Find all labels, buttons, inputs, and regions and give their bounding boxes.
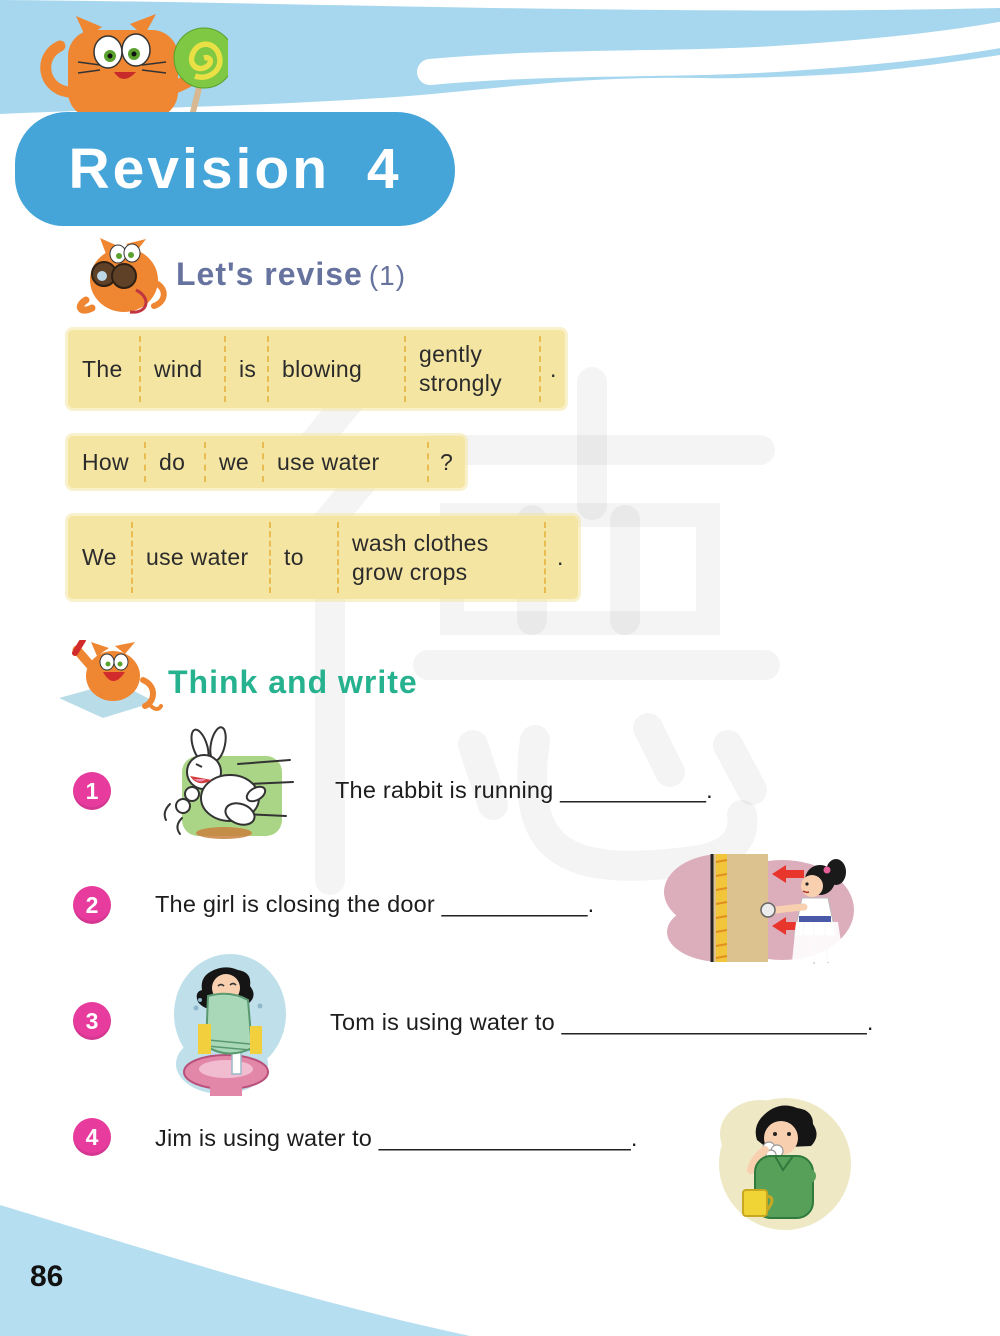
exercise-1-sentence: The rabbit is running ___________. [335,777,713,803]
word-strip-1 [68,330,565,408]
word-cell: is [225,330,268,408]
page-number: 86 [30,1260,64,1293]
exercise-3-number: 3 [73,1002,111,1040]
exercise-1-number: 1 [73,772,111,810]
word-cell: The [82,355,123,382]
word-cell: wind [140,330,225,408]
word-cell: blowing [268,330,405,408]
word-cell-punctuation: . [545,516,578,599]
cat-binoculars-icon [72,236,172,318]
boy-brushing-teeth-illustration [705,1090,857,1238]
word-cell: use water [132,516,270,599]
section-heading-think-and-write [168,664,418,701]
exercise-3-sentence: Tom is using water to _______________________. [330,1009,874,1035]
exercise-4-number: 4 [73,1118,111,1156]
boy-washing-face-illustration [170,952,292,1097]
running-rabbit-illustration [152,726,295,846]
word-cell: we [205,436,263,488]
word-cell: do [145,436,205,488]
exercise-4-sentence: Jim is using water to ___________________. [155,1125,638,1151]
word-cell-choice: gently strongly [405,330,540,408]
word-cell: to [270,516,338,599]
word-cell-punctuation: ? [428,436,465,488]
cat-writing-icon [55,640,167,718]
think-and-write-title: Think and write [168,664,418,700]
word-cell-punctuation: . [540,330,565,408]
word-cell: How [82,448,129,475]
word-cell-choice: wash clothes grow crops [338,516,545,599]
page-title-banner [15,112,455,226]
page-title: Revision 4 [68,137,402,201]
word-strip-3 [68,516,578,599]
section-heading-lets-revise [176,256,406,293]
lets-revise-suffix: (1) [368,260,407,291]
cat-lollipop-illustration [28,14,228,120]
word-cell: We [82,544,117,570]
word-strip-2 [68,436,465,488]
word-cell: use water [263,436,428,488]
bottom-corner-shape [0,1205,470,1336]
lets-revise-title: Let's revise [176,256,363,292]
exercise-2-number: 2 [73,886,111,924]
exercise-2-sentence: The girl is closing the door ___________. [155,891,595,917]
girl-closing-door-illustration [652,850,857,966]
